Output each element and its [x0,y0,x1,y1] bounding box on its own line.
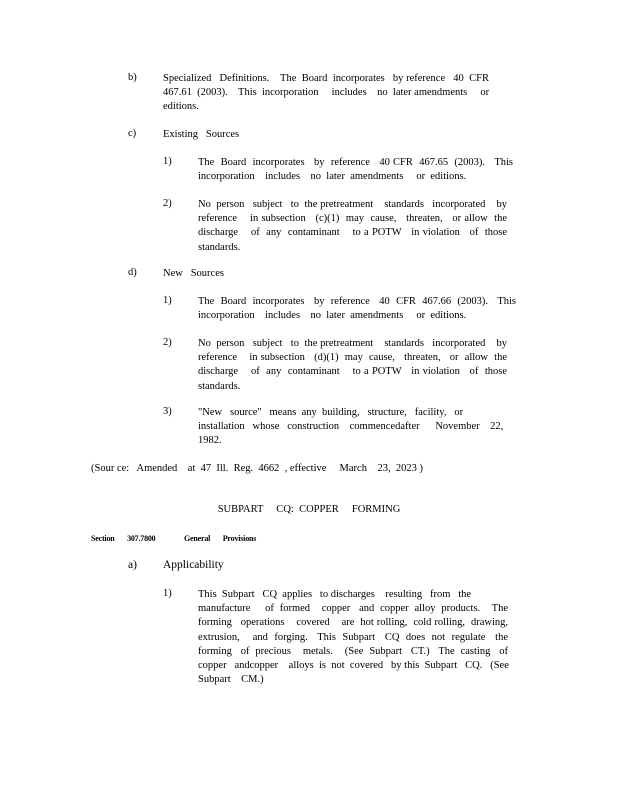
text-line: "New source" means any building, structure, facility, or [198,407,464,418]
paragraph-d-1-text [198,295,516,323]
text-line: Subpart CM.) [198,674,264,686]
source-note-text: (Sour ce: Amended at 47 Ill. Reg. 4662 , effective March 23, 2023 ) [91,463,423,474]
text-line: discharge of any contaminant to a POTW in violation of those [198,366,507,378]
text-line: New Sources [163,268,224,279]
paragraph-a-heading: Applicability [163,559,224,571]
text-line: forming operations covered are hot rolling, cold rolling, drawing, [198,617,508,629]
text-line: standards. [198,241,241,253]
text-line: forming of precious metals. (See Subpart CT.) The casting of [198,645,508,657]
section-title: General Provisions [184,534,257,543]
paragraph-d-2-text [198,337,507,394]
source-note [91,462,423,476]
text-line: The Board incorporates by reference 40 CFR 467.66 (2003). This [198,296,516,307]
text-line: Existing Sources [163,129,240,140]
paragraph-a-label: a) [128,559,137,571]
section-number: Section 307.7800 [91,534,156,543]
paragraph-d-heading [163,267,224,281]
paragraph-d-3-text [198,406,504,449]
paragraph-c-label: c) [128,128,137,139]
paragraph-d-1-label: 1) [163,295,172,306]
text-line: copper andcopper alloys is not covered by this Subpart CQ. (See [198,660,509,672]
subpart-heading: SUBPART CQ: COPPER FORMING [217,504,401,515]
text-line: incorporation includes no later amendments or editions. [198,310,467,322]
paragraph-d-2-label: 2) [163,337,172,348]
text-line: 1982. [198,435,222,447]
text-line: reference in subsection (c)(1) may cause, threaten, or allow the [198,213,507,225]
text-line: discharge of any contaminant to a POTW in violation of those [198,227,507,239]
text-line: editions. [163,101,199,113]
paragraph-d-3-label: 3) [163,406,172,417]
text-line: No person subject to the pretreatment standards incorporated by [198,338,507,349]
text-line: manufacture of formed copper and copper alloy products. The [198,603,508,615]
text-line: standards. [198,380,241,392]
paragraph-c-heading [163,128,239,142]
paragraph-d-label: d) [128,267,137,278]
text-line: The Board incorporates by reference 40 CFR 467.65 (2003). This [198,157,513,168]
paragraph-c-1-label: 1) [163,156,172,167]
paragraph-c-2-text [198,198,507,255]
paragraph-c-1-text [198,156,513,184]
text-line: No person subject to the pretreatment standards incorporated by [198,199,507,210]
text-line: 467.61 (2003). This incorporation includes no later amendments or [163,87,490,99]
text-line: Specialized Definitions. The Board incorporates by reference 40 CFR [163,73,489,84]
paragraph-a-1-text [198,588,508,687]
text-line: installation whose construction commencedafter November 22, [198,421,504,433]
text-line: reference in subsection (d)(1) may cause, threaten, or allow the [198,352,507,364]
paragraph-c-2-label: 2) [163,198,172,209]
paragraph-b-text [163,72,489,115]
paragraph-b-label: b) [128,72,137,83]
text-line: incorporation includes no later amendments or editions. [198,171,467,183]
text-line: This Subpart CQ applies to discharges resulting from the [198,589,472,600]
paragraph-a-1-label: 1) [163,588,172,599]
text-line: extrusion, and forging. This Subpart CQ does not regulate the [198,631,508,643]
